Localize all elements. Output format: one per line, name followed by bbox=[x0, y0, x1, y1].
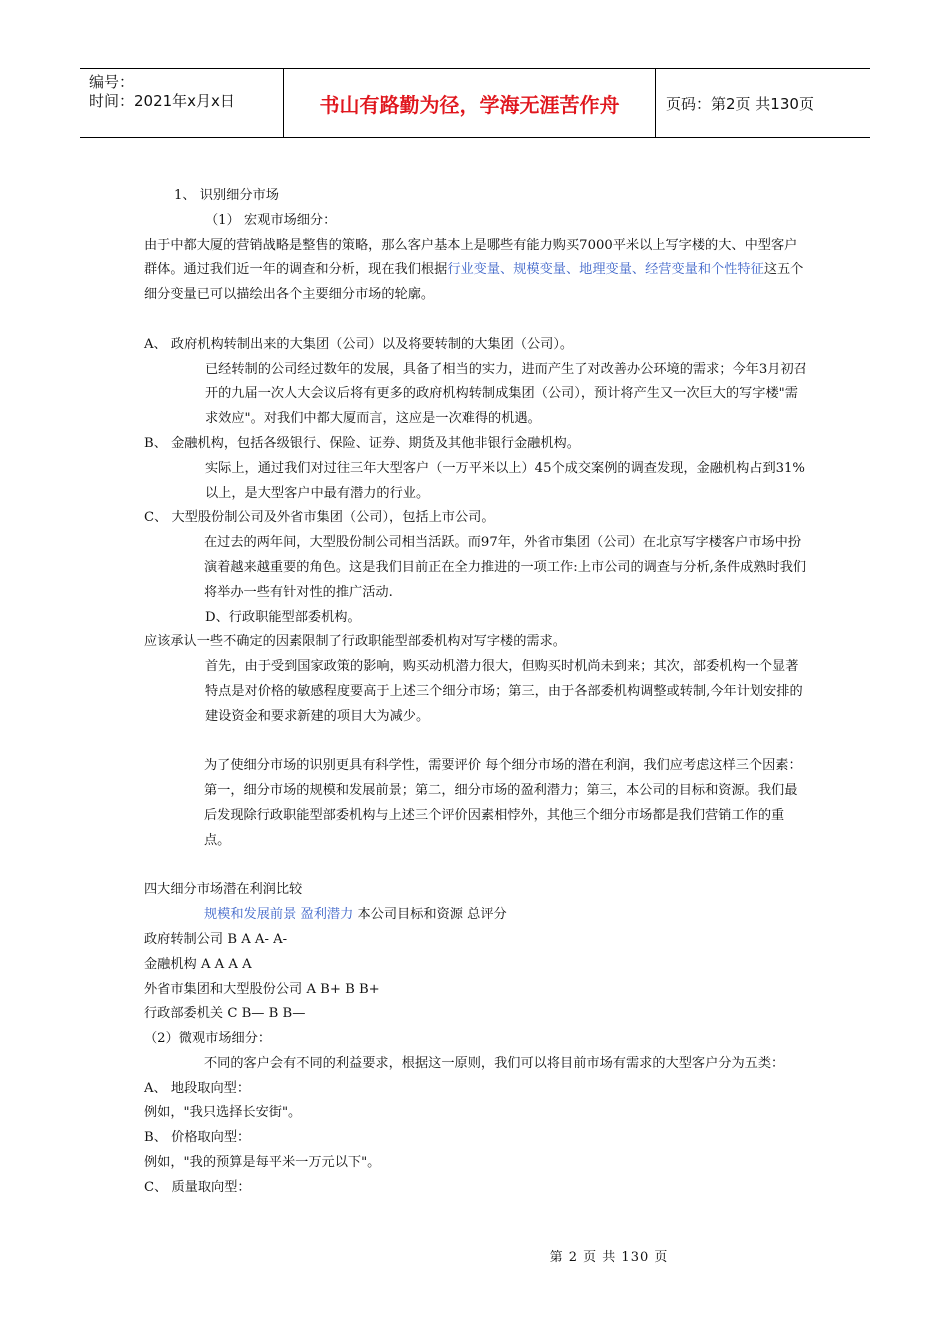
list-item-heading: B、 价格取向型： bbox=[144, 1130, 251, 1146]
subsection-heading: （2）微观市场细分： bbox=[144, 1031, 272, 1047]
paragraph: 为了使细分市场的识别更具有科学性，需要评价 每个细分市场的潜在利润，我们应考虑这样三个因素：第一，细分市场的规模和发展前景；第二，细分市场的盈利潜力；第三，本公司的目标和资源。我们最后发现除行政职能型部委机构与上述三个评价因素相悖外，其他三个细分市场都是我们营销工作的重点。 bbox=[204, 758, 802, 848]
page-footer bbox=[0, 1246, 950, 1265]
list-item-heading: C、 大型股份制公司及外省市集团（公司），包括上市公司。 bbox=[144, 510, 495, 526]
list-item-heading: A、 政府机构转制出来的大集团（公司）以及将要转制的大集团（公司）。 bbox=[144, 336, 574, 352]
footer-page-number: 第 2 页 共 130 页 bbox=[549, 1250, 669, 1265]
subsection-heading: （1） 宏观市场细分： bbox=[205, 212, 337, 228]
paragraph: 应该承认一些不确定的因素限制了行政职能型部委机构对写字楼的需求。 bbox=[144, 634, 566, 650]
text-run: 由于中都大厦的营销战略是整售的策略，那么客户基本上是哪些有能力购买7000平米以上写字楼的大、中型客户群体。通过我们近一年的调查和分析，现在我们根据 bbox=[144, 237, 798, 278]
paragraph: 实际上，通过我们对过往三年大型客户（一万平米以上）45个成交案例的调查发现，金融机构占到31%以上，是大型客户中最有潜力的行业。 bbox=[205, 460, 805, 501]
text-run: 本公司目标和资源 总评分 bbox=[353, 907, 507, 923]
paragraph: 在过去的两年间，大型股份制公司相当活跃。而97年，外省市集团（公司）在北京写字楼客户市场中扮演着越来越重要的角色。这是我们目前正在全力推进的一项工作:上市公司的调查与分析,条件成熟时我们将举办一些有针对性的推广活动. bbox=[204, 535, 807, 600]
paragraph: 已经转制的公司经过数年的发展，具备了相当的实力，进而产生了对改善办公环境的需求；今年3月初召开的九届一次人大会议后将有更多的政府机构转制成集团（公司），预计将产生又一次巨大的写字楼"需求效应"。对我们中都大厦而言，这应是一次难得的机遇。 bbox=[205, 361, 807, 427]
header-motto: 书山有路勤为径，学海无涯苦作舟 bbox=[284, 69, 656, 137]
text-run: 这五个细分变量已可以描绘出各个主要细分市场的轮廓。 bbox=[144, 262, 804, 303]
table-header bbox=[144, 903, 809, 928]
page-header bbox=[80, 68, 870, 138]
table-row: 金融机构 A A A A bbox=[144, 956, 252, 972]
paragraph: 不同的客户会有不同的利益要求，根据这一原则，我们可以将目前市场有需求的大型客户分为五类： bbox=[204, 1055, 785, 1071]
table-title: 四大细分市场潜在利润比较 bbox=[144, 882, 303, 898]
number-label: 编号： bbox=[89, 73, 135, 91]
list-item-heading: A、 地段取向型： bbox=[144, 1080, 251, 1096]
paragraph bbox=[144, 234, 809, 308]
date-label: 时间：2021年x月x日 bbox=[89, 92, 235, 110]
section-heading: 1、 识别细分市场 bbox=[174, 188, 279, 203]
paragraph: 首先，由于受到国家政策的影响，购买动机潜力很大，但购买时机尚未到来；其次，部委机构一个显著特点是对价格的敏感程度要高于上述三个细分市场；第三，由于各部委机构调整或转制,今年计划安排的建设资金和要求新建的项目大为减少。 bbox=[205, 659, 803, 724]
paragraph: 例如，"我只选择长安街"。 bbox=[144, 1105, 302, 1121]
table-row: 行政部委机关 C B— B B— bbox=[144, 1006, 306, 1022]
paragraph: 例如，"我的预算是每平米一万元以下"。 bbox=[144, 1155, 381, 1171]
highlight-text: 规模和发展前景 盈利潜力 bbox=[204, 907, 354, 923]
table-row: 政府转制公司 B A A- A- bbox=[144, 931, 288, 947]
header-page-info: 页码：第2页 共130页 bbox=[666, 94, 814, 113]
header-meta-cell bbox=[80, 69, 284, 137]
list-item-heading: C、 质量取向型： bbox=[144, 1179, 251, 1195]
highlight-text: 行业变量、规模变量、地理变量、经营变量和个性特征 bbox=[447, 262, 764, 278]
table-row: 外省市集团和大型股份公司 A B+ B B+ bbox=[144, 981, 380, 997]
document-body bbox=[144, 184, 809, 1201]
list-item-heading: B、 金融机构，包括各级银行、保险、证券、期货及其他非银行金融机构。 bbox=[144, 435, 580, 451]
list-item-heading: D、行政职能型部委机构。 bbox=[205, 609, 361, 625]
